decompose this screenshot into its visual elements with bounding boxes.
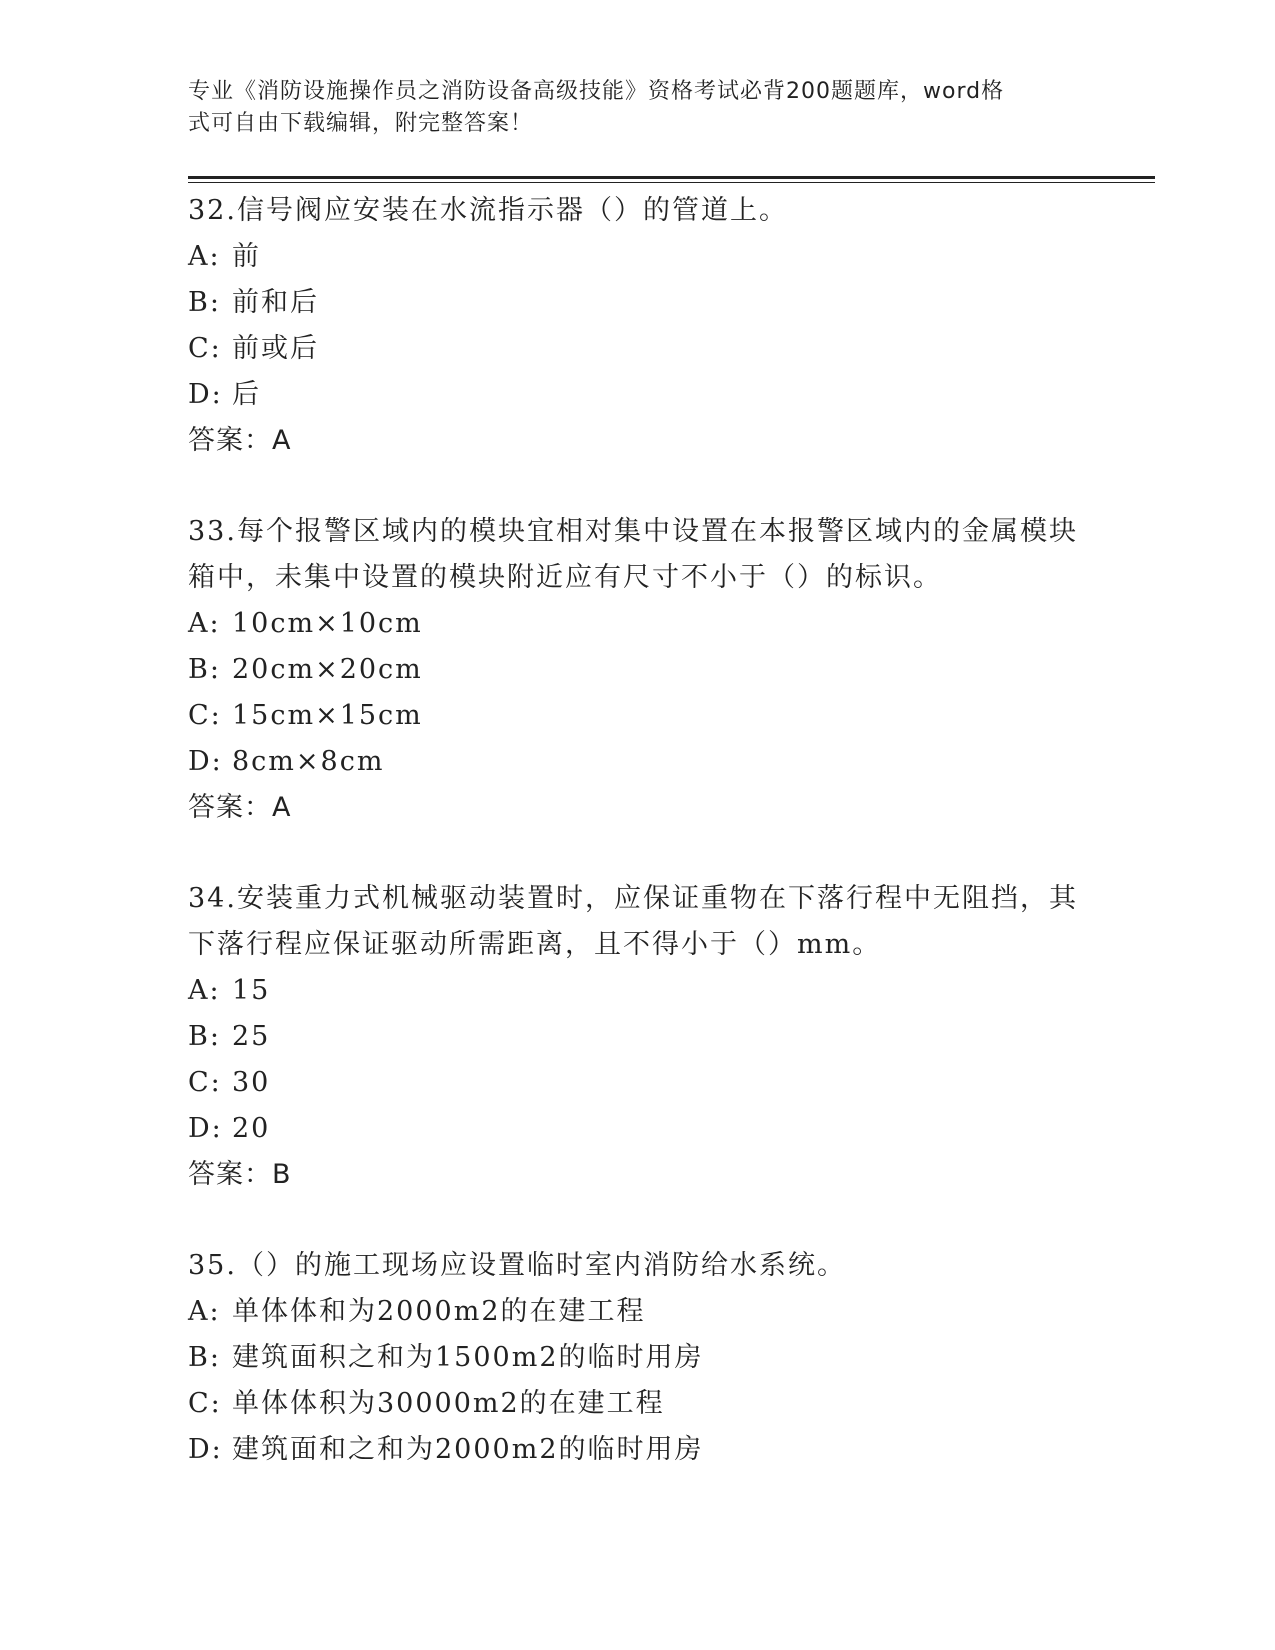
header-divider-thick <box>188 176 1155 179</box>
option-letter: A: <box>188 608 221 639</box>
answer-prefix: 答案： <box>188 1159 272 1190</box>
option-text: 建筑面和之和为2000m2的临时用房 <box>232 1434 704 1465</box>
question-32 <box>188 188 1088 464</box>
question-text: 35.（）的施工现场应设置临时室内消防给水系统。 <box>188 1250 846 1281</box>
option-text: 前或后 <box>232 333 319 364</box>
option-a <box>188 968 1088 1014</box>
option-letter: D: <box>188 379 223 410</box>
option-text: 前和后 <box>232 287 319 318</box>
option-letter: B: <box>188 1021 221 1052</box>
option-a <box>188 1289 1088 1335</box>
option-text: 8cm×8cm <box>232 746 385 777</box>
answer-prefix: 答案： <box>188 425 272 456</box>
question-text-line-1: 33.每个报警区域内的模块宜相对集中设置在本报警区域内的金属模块 <box>188 516 1078 547</box>
option-text: 单体体和为2000m2的在建工程 <box>232 1296 646 1327</box>
option-text: 单体体积为30000m2的在建工程 <box>232 1388 665 1419</box>
header-line-2: 式可自由下载编辑，附完整答案！ <box>188 111 534 136</box>
option-letter: D: <box>188 746 223 777</box>
answer-line <box>188 1152 1088 1198</box>
question-text: 32.信号阀应安装在水流指示器（）的管道上。 <box>188 195 788 226</box>
option-b <box>188 1014 1088 1060</box>
option-text: 15cm×15cm <box>232 700 423 731</box>
answer-line <box>188 785 1088 831</box>
answer-line <box>188 418 1088 464</box>
option-letter: A: <box>188 975 221 1006</box>
header-line-1: 专业《消防设施操作员之消防设备高级技能》资格考试必背200题题库，word格 <box>188 79 1005 104</box>
answer-value: A <box>272 792 292 823</box>
question-text-line-2: 下落行程应保证驱动所需距离，且不得小于（）mm。 <box>188 929 882 960</box>
document-header <box>188 76 1078 140</box>
option-text: 后 <box>232 379 261 410</box>
option-letter: C: <box>188 1067 222 1098</box>
option-d <box>188 372 1088 418</box>
option-letter: C: <box>188 333 222 364</box>
option-text: 建筑面积之和为1500m2的临时用房 <box>232 1342 704 1373</box>
option-text: 20 <box>232 1113 271 1144</box>
option-a <box>188 234 1088 280</box>
option-text: 20cm×20cm <box>232 654 423 685</box>
option-text: 30 <box>232 1067 271 1098</box>
option-c <box>188 1381 1088 1427</box>
question-34 <box>188 876 1088 1198</box>
option-text: 15 <box>232 975 271 1006</box>
option-letter: B: <box>188 287 221 318</box>
question-text-line-1: 34.安装重力式机械驱动装置时，应保证重物在下落行程中无阻挡，其 <box>188 883 1078 914</box>
question-33 <box>188 509 1088 831</box>
option-b <box>188 647 1088 693</box>
option-letter: A: <box>188 1296 221 1327</box>
option-letter: D: <box>188 1113 223 1144</box>
option-letter: C: <box>188 700 222 731</box>
question-text-line-2: 箱中，未集中设置的模块附近应有尺寸不小于（）的标识。 <box>188 562 942 593</box>
option-c <box>188 326 1088 372</box>
option-text: 前 <box>232 241 261 272</box>
option-b <box>188 1335 1088 1381</box>
option-d <box>188 1106 1088 1152</box>
header-divider-thin <box>188 182 1155 183</box>
option-b <box>188 280 1088 326</box>
option-c <box>188 1060 1088 1106</box>
option-d <box>188 739 1088 785</box>
option-d <box>188 1427 1088 1473</box>
answer-prefix: 答案： <box>188 792 272 823</box>
option-c <box>188 693 1088 739</box>
answer-value: A <box>272 425 292 456</box>
option-letter: B: <box>188 654 221 685</box>
option-text: 25 <box>232 1021 271 1052</box>
option-text: 10cm×10cm <box>232 608 423 639</box>
option-letter: B: <box>188 1342 221 1373</box>
answer-value: B <box>272 1159 292 1190</box>
option-letter: D: <box>188 1434 223 1465</box>
option-letter: A: <box>188 241 221 272</box>
option-a <box>188 601 1088 647</box>
option-letter: C: <box>188 1388 222 1419</box>
question-35 <box>188 1243 1088 1473</box>
